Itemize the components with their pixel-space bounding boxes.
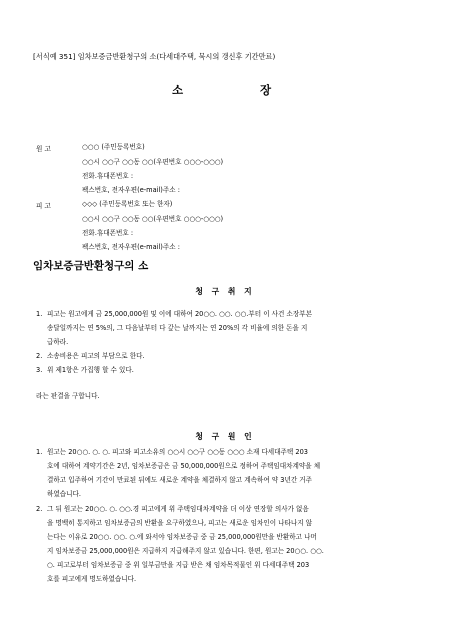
cause-item-2-line-4: 지 임차보증금 25,000,000원은 지급하지 지급해주지 않고 있습니다. 한편, 원고는 20○○. ○○. (47, 547, 324, 555)
claim-item-1-line-1: 피고는 원고에게 금 25,000,000원 및 이에 대하여 20○○. ○○. ○○.부터 이 사건 소장부본 (47, 310, 312, 318)
form-label: [서식예 351] 임차보증금반환청구의 소(다세대주택, 묵시의 갱신후 기간만료) (33, 52, 276, 61)
defendant-fax-email: 팩스번호, 전자우편(e-mail)주소 : (82, 243, 180, 251)
plaintiff-role: 원 고 (36, 145, 51, 153)
claim-item-2-line-1: 소송비용은 피고의 부담으로 한다. (47, 352, 145, 360)
case-title: 임차보증금반환청구의 소 (33, 260, 149, 272)
cause-item-1-line-2: 호에 대하여 계약기간은 2년, 임차보증금은 금 50,000,000원으로 정하여 주택임대차계약을 체 (47, 462, 321, 470)
cause-item-2-line-1: 그 뒤 원고는 20○○. ○. ○○.경 피고에게 위 주택임대차계약을 더 이상 연장할 의사가 없음 (47, 505, 309, 513)
claim-item-1-line-3: 급하라. (47, 338, 69, 346)
closing-statement: 라는 판결을 구합니다. (36, 392, 100, 400)
defendant-role: 피 고 (36, 202, 51, 210)
claim-item-1-num: 1. (36, 310, 43, 318)
claim-item-1-line-2: 송달일까지는 연 5%의, 그 다음날부터 다 갚는 날까지는 연 20%의 각 비율에 의한 돈을 지 (47, 324, 308, 332)
cause-item-1-line-3: 결하고 입주하여 기간이 만료된 뒤에도 새로운 계약을 체결하지 않고 계속하여 약 3년간 거주 (47, 476, 313, 484)
defendant-name: ◇◇◇ (주민등록번호 또는 한자) (82, 200, 173, 208)
cause-item-2-line-3: 는다는 이유로 20○○. ○○. ○.에 와서야 임차보증금 중 금 25,000,000원만을 반환하고 나머 (47, 533, 317, 541)
cause-item-2-num: 2. (36, 505, 43, 513)
cause-heading: 청 구 원 인 (195, 432, 255, 441)
cause-item-2-line-2: 을 명백히 통지하고 임차보증금의 반환을 요구하였으나, 피고는 새로운 임차인이 나타나지 않 (47, 519, 313, 527)
claim-item-3-num: 3. (36, 366, 43, 374)
claim-item-3-line-1: 위 제1항은 가집행 할 수 있다. (47, 366, 134, 374)
cause-item-2-line-5: ○. 피고로부터 임차보증금 중 위 일부금만을 지급 받은 채 임차목적물인 위 다세대주택 203 (47, 561, 310, 569)
document-title-char-2: 장 (260, 83, 272, 97)
defendant-address: ○○시 ○○구 ○○동 ○○(우편번호 ○○○-○○○) (82, 215, 224, 223)
plaintiff-name: ○○○ (주민등록번호) (82, 143, 145, 151)
cause-item-2-line-6: 호를 피고에게 명도하였습니다. (47, 575, 137, 583)
plaintiff-address: ○○시 ○○구 ○○동 ○○(우편번호 ○○○-○○○) (82, 158, 224, 166)
document-title-char-1: 소 (172, 83, 184, 97)
claim-item-2-num: 2. (36, 352, 43, 360)
cause-item-1-num: 1. (36, 448, 43, 456)
defendant-phone: 전화․휴대폰번호 : (82, 229, 134, 237)
cause-item-1-line-4: 하였습니다. (47, 490, 81, 498)
plaintiff-phone: 전화․휴대폰번호 : (82, 172, 134, 180)
claim-heading: 청 구 취 지 (195, 287, 255, 296)
plaintiff-fax-email: 팩스번호, 전자우편(e-mail)주소 : (82, 186, 180, 194)
cause-item-1-line-1: 원고는 20○○. ○. ○. 피고와 피고소유의 ○○시 ○○구 ○○동 ○○○ 소재 다세대주택 203 (47, 448, 308, 456)
